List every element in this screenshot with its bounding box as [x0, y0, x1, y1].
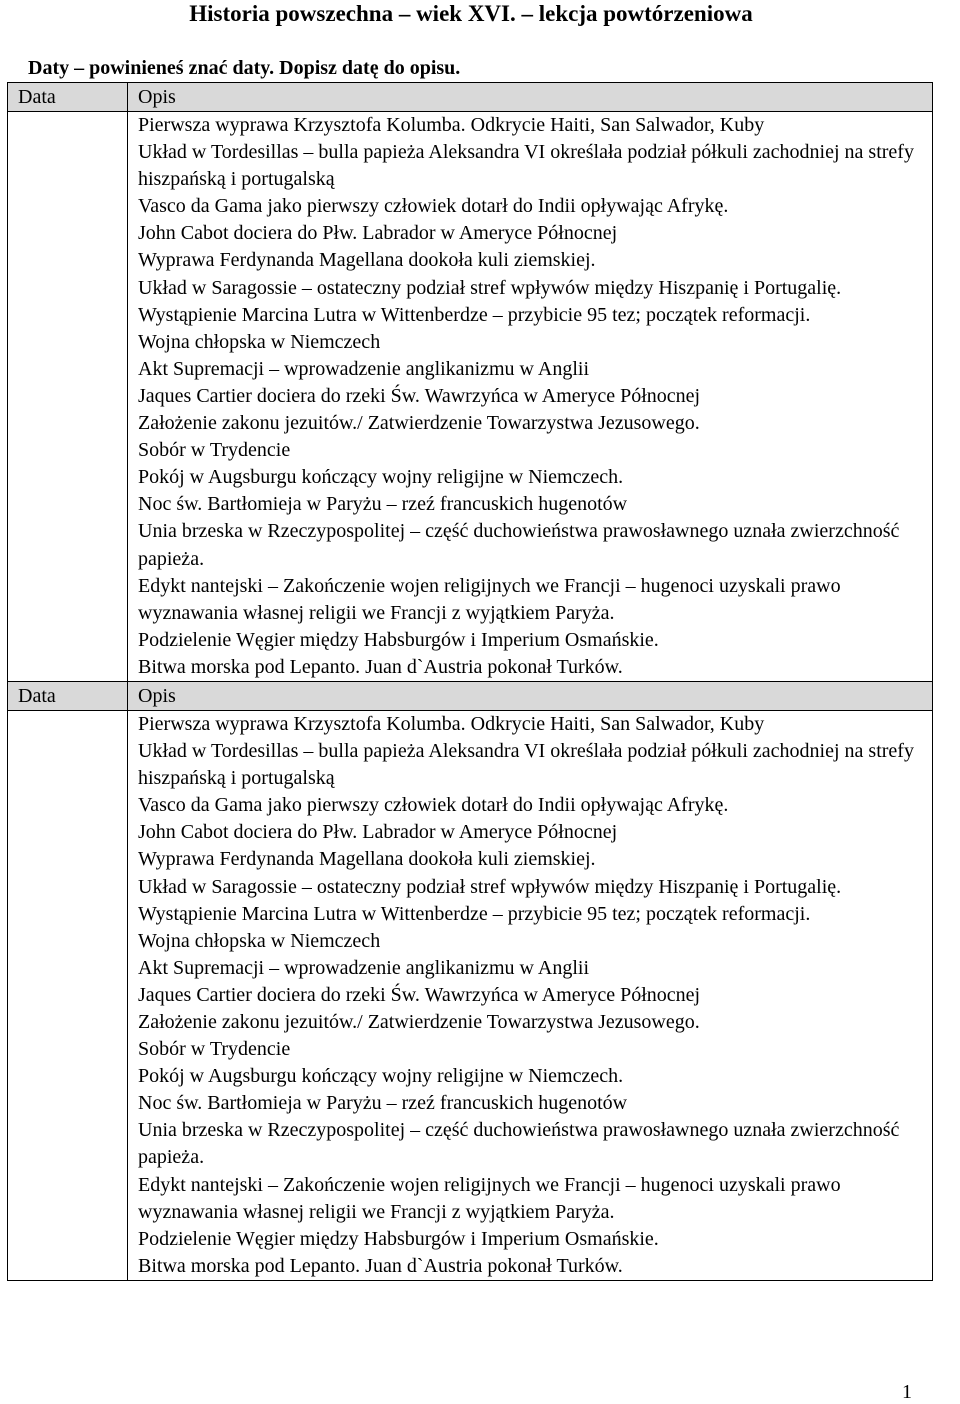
event-description: Układ w Tordesillas – bulla papieża Aleksandra VI określała podział półkuli zachodniej na strefy hiszpańską i portugalską — [138, 141, 914, 191]
event-description: Vasco da Gama jako pierwszy człowiek dotarł do Indii opływając Afrykę. — [138, 195, 729, 218]
event-description: Pokój w Augsburgu kończący wojny religijne w Niemczech. — [138, 466, 624, 489]
page-number: 1 — [902, 1381, 912, 1403]
event-description: Unia brzeska w Rzeczypospolitej – część duchowieństwa prawosławnego uznała zwierzchność papieża. — [138, 520, 900, 570]
event-description: Pierwsza wyprawa Krzysztofa Kolumba. Odkrycie Haiti, San Salwador, Kuby — [138, 712, 765, 735]
event-description: Edykt nantejski – Zakończenie wojen religijnych we Francji – hugenoci uzyskali prawo wyznawania własnej religii we Francji z wyjątkiem Paryża. — [138, 574, 841, 624]
table-header-row — [8, 83, 933, 112]
event-description: Wystąpienie Marcina Lutra w Wittenberdze – przybicie 95 tez; początek reformacji. — [138, 303, 811, 326]
event-description: Założenie zakonu jezuitów./ Zatwierdzenie Towarzystwa Jezusowego. — [138, 412, 700, 435]
date-answer-cell[interactable] — [8, 710, 128, 1280]
table-header-row — [8, 681, 933, 710]
event-description: John Cabot dociera do Płw. Labrador w Ameryce Północnej — [138, 821, 618, 844]
event-description: Układ w Tordesillas – bulla papieża Aleksandra VI określała podział półkuli zachodniej na strefy hiszpańską i portugalską — [138, 740, 914, 790]
event-description: Wyprawa Ferdynanda Magellana dookoła kuli ziemskiej. — [138, 249, 596, 272]
event-description: Vasco da Gama jako pierwszy człowiek dotarł do Indii opływając Afrykę. — [138, 794, 729, 817]
instructions: Daty – powinieneś znać daty. Dopisz datę do opisu. — [28, 57, 461, 79]
event-description: Sobór w Trydencie — [138, 439, 291, 462]
event-description: Unia brzeska w Rzeczypospolitej – część duchowieństwa prawosławnego uznała zwierzchność papieża. — [138, 1119, 900, 1169]
event-description: Noc św. Bartłomieja w Paryżu – rzeź francuskich hugenotów — [138, 1092, 628, 1115]
event-description: Układ w Saragossie – ostateczny podział stref wpływów między Hiszpanię i Portugalię. — [138, 875, 842, 898]
event-description: John Cabot dociera do Płw. Labrador w Ameryce Północnej — [138, 222, 618, 245]
header-date: Data — [8, 83, 128, 112]
event-description: Bitwa morska pod Lepanto. Juan d`Austria pokonał Turków. — [138, 1254, 623, 1277]
dates-table — [7, 82, 933, 1281]
page-title: Historia powszechna – wiek XVI. – lekcja powtórzeniowa — [189, 1, 753, 26]
date-answer-cell[interactable] — [8, 112, 128, 682]
description-cell — [128, 112, 933, 682]
event-description: Sobór w Trydencie — [138, 1038, 291, 1061]
event-description: Założenie zakonu jezuitów./ Zatwierdzenie Towarzystwa Jezusowego. — [138, 1011, 700, 1033]
description-cell — [128, 710, 933, 1280]
event-description: Jaques Cartier dociera do rzeki Św. Wawrzyńca w Ameryce Północnej — [138, 983, 701, 1006]
header-description: Opis — [128, 681, 933, 710]
event-description: Noc św. Bartłomieja w Paryżu – rzeź francuskich hugenotów — [138, 493, 628, 516]
event-description: Podzielenie Węgier między Habsburgów i Imperium Osmańskie. — [138, 628, 659, 651]
event-description: Wystąpienie Marcina Lutra w Wittenberdze – przybicie 95 tez; początek reformacji. — [138, 902, 811, 925]
event-description: Akt Supremacji – wprowadzenie anglikanizmu w Anglii — [138, 956, 590, 979]
table-row — [8, 710, 933, 1280]
event-description: Bitwa morska pod Lepanto. Juan d`Austria pokonał Turków. — [138, 655, 623, 678]
event-description: Wojna chłopska w Niemczech — [138, 929, 381, 952]
event-description: Edykt nantejski – Zakończenie wojen religijnych we Francji – hugenoci uzyskali prawo wyznawania własnej religii we Francji z wyjątkiem Paryża. — [138, 1173, 841, 1223]
event-description: Układ w Saragossie – ostateczny podział stref wpływów między Hiszpanię i Portugalię. — [138, 276, 842, 299]
header-description: Opis — [128, 83, 933, 112]
event-description: Pierwsza wyprawa Krzysztofa Kolumba. Odkrycie Haiti, San Salwador, Kuby — [138, 114, 765, 136]
table-row — [8, 112, 933, 682]
event-description: Jaques Cartier dociera do rzeki Św. Wawrzyńca w Ameryce Północnej — [138, 384, 701, 407]
event-description: Wyprawa Ferdynanda Magellana dookoła kuli ziemskiej. — [138, 848, 596, 871]
event-description: Akt Supremacji – wprowadzenie anglikanizmu w Anglii — [138, 357, 590, 380]
event-description: Pokój w Augsburgu kończący wojny religijne w Niemczech. — [138, 1065, 624, 1088]
event-description: Podzielenie Węgier między Habsburgów i Imperium Osmańskie. — [138, 1227, 659, 1250]
event-description: Wojna chłopska w Niemczech — [138, 330, 381, 353]
header-date: Data — [8, 681, 128, 710]
